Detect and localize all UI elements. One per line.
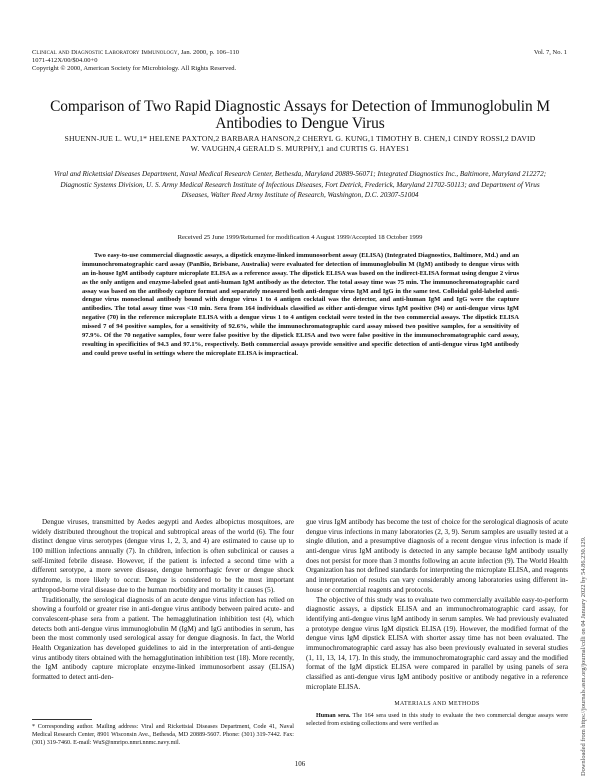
running-header — [32, 49, 452, 74]
journal-name: Clinical and Diagnostic Laboratory Immunology — [32, 49, 178, 56]
intro-paragraph-4: The objective of this study was to evaluate two commercially available easy-to-perform diagnostic assays, a dipstick ELISA and an immunochromatographic card assay, for identifying anti-dengue virus IgM antibody in serum samples. We had previously evaluated a prototype dengue virus IgM dipstick ELISA (19). However, the modified format of the dengue virus IgM dipstick ELISA with shorter assay time has not been evaluated. The immunochromatographic card assay has also been previously evaluated in several studies (1, 11, 13, 14, 17). In this study, the immunochromatographic card assay and the modified format of the IgM dipstick ELISA were compared in parallel by using panels of sera classified as anti-dengue virus IgM antibody positive or antibody negative in a reference microplate ELISA. — [306, 595, 568, 691]
right-column — [306, 518, 568, 729]
download-watermark-text: Downloaded from https://journals.asm.org/journal/cdli on 04 January 2022 by 54.86.230.129. — [580, 536, 587, 776]
corresponding-author-footnote: * Corresponding author. Mailing address: Viral and Rickettsial Diseases Department, Code 41, Naval Medical Research Center, 8901 Wisconsin Ave., Bethesda, MD 20889-5607. Phone: (301) 319-7442. Fax: (301) 319-7460. E-mail: WuS@nmripo.nmri.nnmc.navy.mil. — [32, 724, 294, 746]
page-number: 106 — [294, 760, 306, 768]
methods-text: The 164 sera used in this study to evaluate the two commercial dengue assays were selected from existing collections and were verified as — [306, 713, 568, 728]
intro-paragraph-2: Traditionally, the serological diagnosis of an acute dengue virus infection has relied on showing a fourfold or greater rise in anti-dengue virus antibody between paired acute- and convalescent-phase sera from a patient. The hemagglutination inhibition test (4), which detects both anti-dengue virus immunoglobulin M (IgM) and IgG antibodies in serum, has been the most commonly used serological assay for dengue diagnosis. In fact, the World Health Organization has developed guidelines to aid in the interpretation of anti-dengue virus antibody titers obtained with the hemagglutination inhibition test (18). More recently, the IgM antibody capture microplate enzyme-linked immunosorbent assay (ELISA) formatted to detect anti-den- — [32, 595, 294, 681]
author-list: SHUENN-JUE L. WU,1* HELENE PAXTON,2 BARBARA HANSON,2 CHERYL G. KUNG,1 TIMOTHY B. CHEN,1 CINDY ROSSI,2 DAVID W. VAUGHN,4 GERALD S. MURPHY,1 and CURTIS G. HAYES1 — [64, 134, 536, 154]
methods-paragraph — [306, 713, 568, 729]
copyright: Copyright © 2000, American Society for Microbiology. All Rights Reserved. — [32, 65, 237, 73]
methods-run-in-heading: Human sera. — [316, 713, 351, 720]
abstract: Two easy-to-use commercial diagnostic assays, a dipstick enzyme-linked immunosorbent assay (ELISA) (Integrated Diagnostics, Baltimore, Md.) and an immunochromatographic card assay (PanBio, Brisbane, Australia) were evaluated for detection of immunoglobulin M (IgM) antibody to dengue virus with an in-house IgM antibody capture microplate ELISA as a reference assay. The dipstick ELISA was based on the indirect-ELISA format using dengue 2 virus as the only antigen and enzyme-labeled goat anti-human IgM antibody as the detector. The total assay time was 75 min. The immunochromatographic card assay was based on the antibody capture format and separately measured both anti-dengue virus IgM and IgG in the same test. Colloidal gold-labeled anti-dengue virus monoclonal antibody bound with dengue virus 1 to 4 antigen cocktail was the detector, and anti-human IgM and IgG were the capture antibodies. The total assay time was <10 min. Sera from 164 individuals classified as either anti-dengue virus IgM positive (94) or anti-dengue virus IgM negative (70) in the reference microplate ELISA with a dengue virus 1 to 4 antigen cocktail were tested in the two commercial assays. The dipstick ELISA missed 7 of 94 positive samples, for a sensitivity of 92.6%, while the immunochromatographic card assay missed two positive samples, for a sensitivity of 97.9%. Of the 70 negative samples, four were false positive by the dipstick ELISA and two were false positive in the immunochromatographic card assay, resulting in specificities of 94.3 and 97.1%, respectively. Both commercial assays provide sensitive and specific detection of anti-dengue virus IgM antibody and could prove useful in settings where the microplate ELISA is impractical. — [82, 252, 519, 357]
left-column — [32, 518, 294, 683]
received-dates: Received 25 June 1999/Returned for modification 4 August 1999/Accepted 18 October 1999 — [177, 234, 423, 241]
issn: 1071-412X/00/$04.00+0 — [32, 57, 98, 65]
citation: , Jan. 2000, p. 106–110 — [177, 49, 240, 56]
intro-paragraph-3: gue virus IgM antibody has become the test of choice for the serological diagnosis of acute dengue virus infections in many laboratories (2, 3, 9). Serum samples are usually tested at a single dilution, and a presumptive diagnosis of a recent dengue virus infection is made if anti-dengue virus IgM antibody is detected in any sample because IgM antibody usually does not persist for more than 3 months following an acute infection (9). The World Health Organization has not defined standards for interpreting the microplate ELISA, and reagents and interpretation of results can vary considerably among laboratories using different in-house or commercial reagents and protocols. — [306, 518, 568, 594]
footnote-divider — [32, 719, 92, 720]
affiliations: Viral and Rickettsial Diseases Department, Naval Medical Research Center, Bethesda, Maryland 20889-56071; Integrated Diagnostics Inc., Baltimore, Maryland 212272; Diagnostic Systems Division, U. S. Army Medical Research Institute of Infectious Diseases, Fort Detrick, Frederick, Maryland 21702-50113; and Department of Virus Diseases, Walter Reed Army Institute of Research, Washington, D.C. 20307-51004 — [53, 170, 547, 200]
volume-issue: Vol. 7, No. 1 — [533, 49, 567, 56]
journal-citation — [32, 49, 452, 57]
section-heading-methods: MATERIALS AND METHODS — [394, 701, 480, 708]
intro-paragraph-1: Dengue viruses, transmitted by Aedes aegypti and Aedes albopictus mosquitoes, are widely distributed throughout the tropical and subtropical areas of the world (6). The four distinct dengue virus serotypes (dengue virus 1, 2, 3, and 4) are estimated to cause up to 100 million infections annually (7). In children, infection is often subclinical or causes a self-limited febrile disease. However, if the patient is infected a second time with a different serotype, a more severe disease, dengue hemorrhagic fever or dengue shock syndrome, is more likely to occur. Dengue is considered to be the most important arthropod-borne viral disease due to the human morbidity and mortality it causes (5). — [32, 518, 294, 594]
article-title: Comparison of Two Rapid Diagnostic Assays for Detection of Immunoglobulin M Antibodies to Dengue Virus — [50, 98, 550, 132]
